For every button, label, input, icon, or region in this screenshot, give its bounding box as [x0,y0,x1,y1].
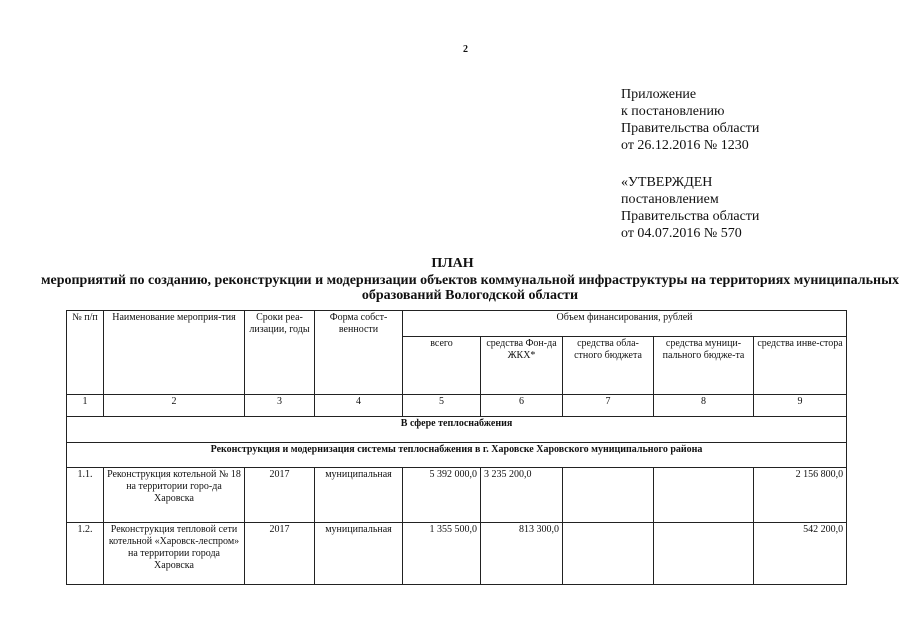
header-num: № п/п [67,311,104,395]
table-row [67,523,847,585]
header-total: всего [403,337,481,395]
row-num: 1.1. [67,468,104,523]
document-title: ПЛАН [431,256,474,271]
approved-line: Правительства области [621,209,760,224]
row-regional [563,468,654,523]
row-num: 1.2. [67,523,104,585]
col-number: 1 [67,395,104,417]
approved-block [621,174,759,242]
row-fund: 3 235 200,0 [481,468,563,523]
row-ownership: муниципальная [315,523,403,585]
col-number: 6 [481,395,563,417]
header-terms: Сроки реа-лизации, годы [245,311,315,395]
row-municipal [654,468,754,523]
row-total: 5 392 000,0 [403,468,481,523]
row-total: 1 355 500,0 [403,523,481,585]
approved-line: постановлением [621,192,719,207]
col-number: 3 [245,395,315,417]
row-investor: 2 156 800,0 [754,468,847,523]
row-terms: 2017 [245,468,315,523]
row-name: Реконструкция котельной № 18 на территории горо-да Харовска [104,468,245,523]
header-name: Наименование мероприя-тия [104,311,245,395]
header-financing: Объем финансирования, рублей [403,311,847,337]
header-municipal: средства муници-пального бюдже-та [654,337,754,395]
header-ownership: Форма собст-венности [315,311,403,395]
row-regional [563,523,654,585]
header-fund: средства Фон-да ЖКХ* [481,337,563,395]
col-number: 8 [654,395,754,417]
appendix-line: к постановлению [621,104,725,119]
plan-table [66,310,847,585]
appendix-block [621,86,759,154]
document-subtitle: мероприятий по созданию, реконструкции и модернизации объектов коммунальной инфраструктуры на территориях муниципальных образований Вологодской области [40,273,900,303]
col-number: 2 [104,395,245,417]
header-investor: средства инве-стора [754,337,847,395]
header-regional: средства обла-стного бюджета [563,337,654,395]
row-ownership: муниципальная [315,468,403,523]
table-row [67,468,847,523]
approved-line: «УТВЕРЖДЕН [621,175,713,190]
subsection-heading: Реконструкция и модернизация системы теплоснабжения в г. Харовске Харовского муниципального района [67,443,847,468]
appendix-line: Приложение [621,87,697,102]
col-number: 7 [563,395,654,417]
row-terms: 2017 [245,523,315,585]
appendix-line: от 26.12.2016 № 1230 [621,138,749,153]
appendix-line: Правительства области [621,121,760,136]
section-heading: В сфере теплоснабжения [67,417,847,443]
row-name: Реконструкция тепловой сети котельной «Харовск-леспром» на территории города Харовска [104,523,245,585]
approved-line: от 04.07.2016 № 570 [621,226,742,241]
row-fund: 813 300,0 [481,523,563,585]
row-investor: 542 200,0 [754,523,847,585]
col-number: 5 [403,395,481,417]
row-municipal [654,523,754,585]
col-number: 4 [315,395,403,417]
page-number: 2 [463,44,468,55]
col-number: 9 [754,395,847,417]
